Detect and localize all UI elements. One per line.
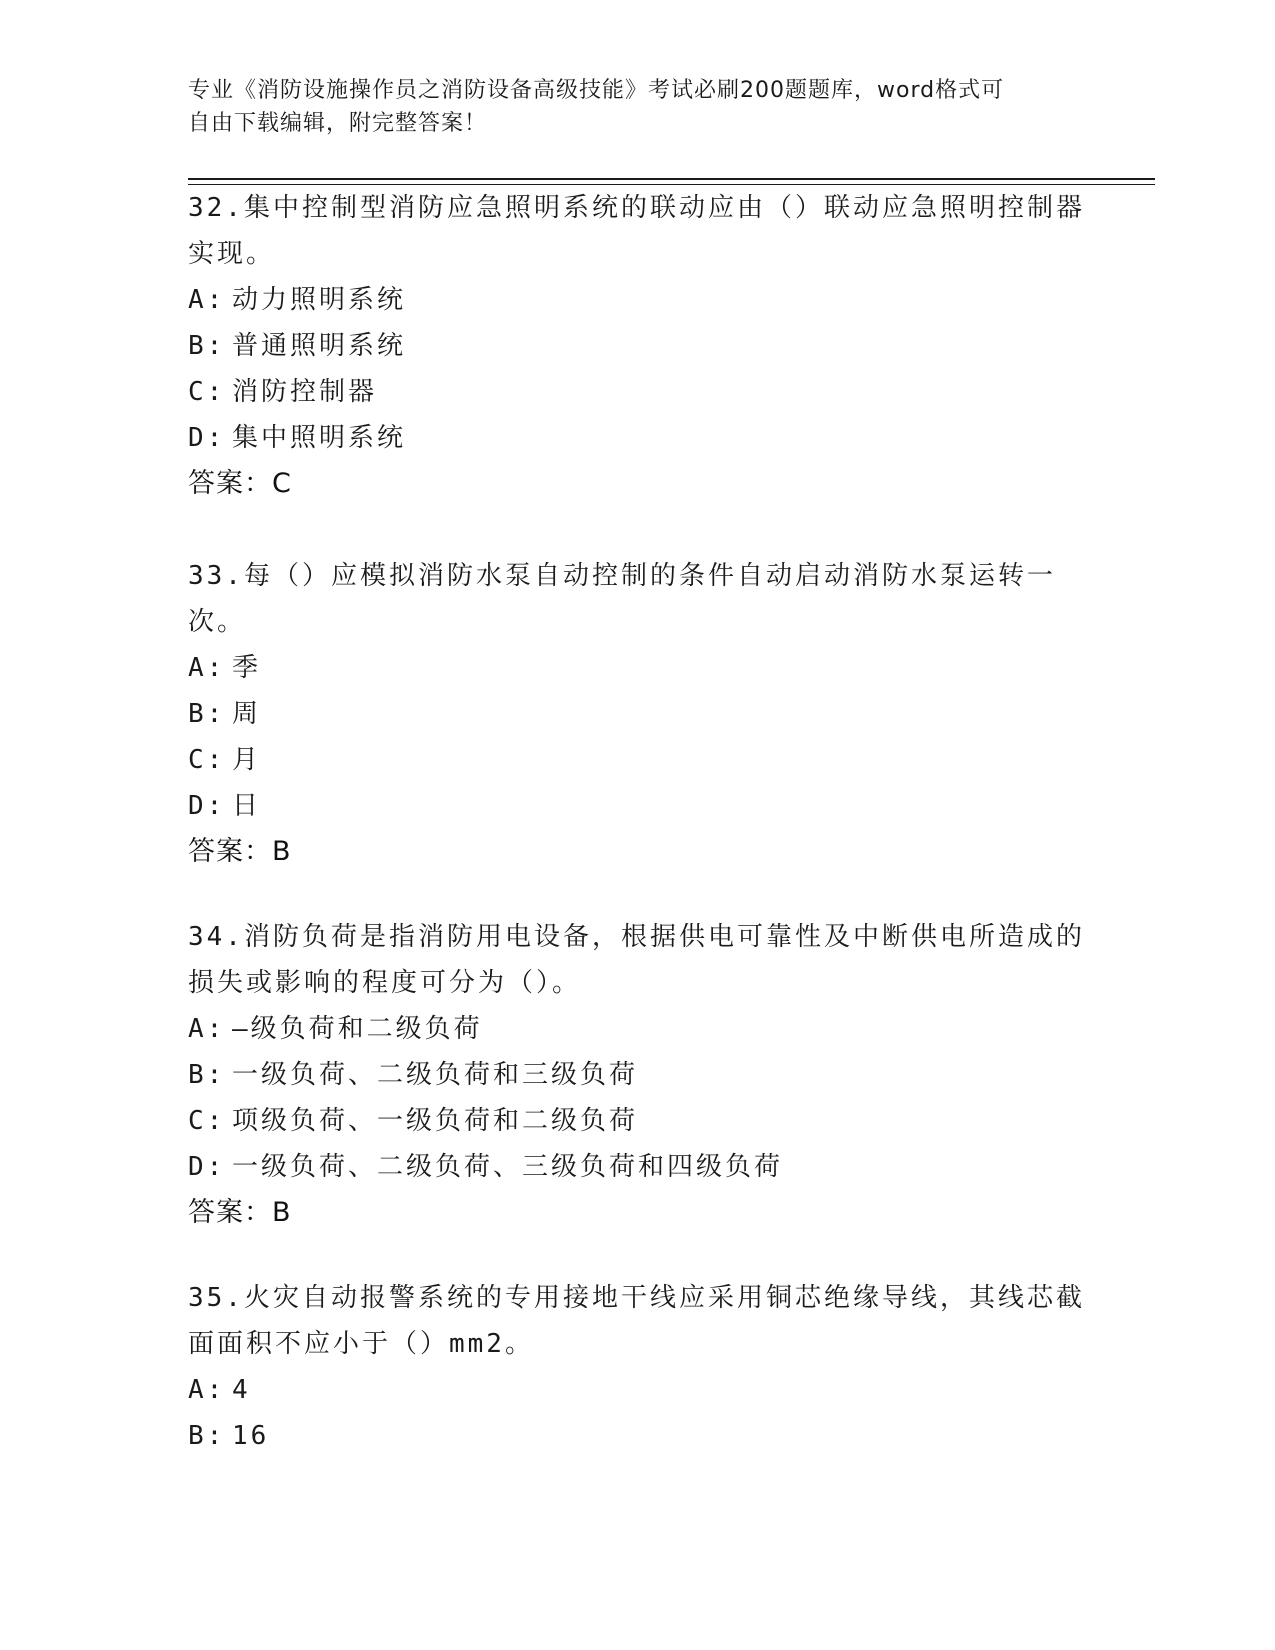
option-d [188,415,1088,461]
option-c [188,369,1088,415]
question-33 [188,553,1088,875]
option-letter: A: [188,1375,226,1405]
option-letter: C: [188,377,226,407]
question-stem: 34.消防负荷是指消防用电设备，根据供电可靠性及中断供电所造成的损失或影响的程度可分为（）。 [188,922,1085,998]
option-text: 动力照明系统 [232,285,407,315]
question-stem: 35.火灾自动报警系统的专用接地干线应采用铜芯绝缘导线，其线芯截面面积不应小于（）mm2。 [188,1283,1085,1359]
question-stem: 32.集中控制型消防应急照明系统的联动应由（）联动应急照明控制器实现。 [188,193,1085,269]
option-a [188,1006,1088,1052]
option-a [188,277,1088,323]
option-text: 消防控制器 [232,377,378,407]
header-line-2: 自由下载编辑，附完整答案！ [188,111,488,136]
option-text: 季 [232,653,262,683]
option-a [188,1367,1088,1413]
option-a [188,645,1088,691]
option-letter: C: [188,745,226,775]
option-text: 月 [232,745,262,775]
option-text: 普通照明系统 [232,331,407,361]
option-b [188,1413,1088,1459]
option-text: 一级负荷、二级负荷、三级负荷和四级负荷 [232,1152,784,1182]
option-letter: B: [188,1060,226,1090]
option-letter: B: [188,1421,226,1451]
option-text: 16 [232,1421,270,1451]
option-letter: D: [188,1152,226,1182]
header-line-1: 专业《消防设施操作员之消防设备高级技能》考试必刷200题题库，word格式可 [188,78,1005,103]
option-letter: A: [188,653,226,683]
document-header [188,74,1088,140]
option-text: 周 [232,699,262,729]
header-divider-thick [188,178,1155,180]
option-c [188,737,1088,783]
option-c [188,1098,1088,1144]
option-letter: B: [188,331,226,361]
option-text: 集中照明系统 [232,423,407,453]
answer-label: 答案：B [188,836,292,867]
question-32 [188,185,1088,507]
option-b [188,691,1088,737]
option-letter: C: [188,1106,226,1136]
option-text: 日 [232,791,262,821]
option-d [188,783,1088,829]
answer-label: 答案：B [188,1197,292,1228]
option-letter: B: [188,699,226,729]
option-text: 4 [232,1375,251,1405]
option-b [188,1052,1088,1098]
option-letter: A: [188,1014,226,1044]
option-text: 一级负荷、二级负荷和三级负荷 [232,1060,639,1090]
question-stem: 33.每（）应模拟消防水泵自动控制的条件自动启动消防水泵运转一次。 [188,561,1056,637]
option-letter: D: [188,791,226,821]
question-35 [188,1275,1088,1459]
option-text: 项级负荷、一级负荷和二级负荷 [232,1106,639,1136]
option-letter: D: [188,423,226,453]
question-34 [188,914,1088,1236]
answer-label: 答案：C [188,468,292,499]
option-b [188,323,1088,369]
option-letter: A: [188,285,226,315]
option-d [188,1144,1088,1190]
option-text: —级负荷和二级负荷 [232,1014,483,1044]
